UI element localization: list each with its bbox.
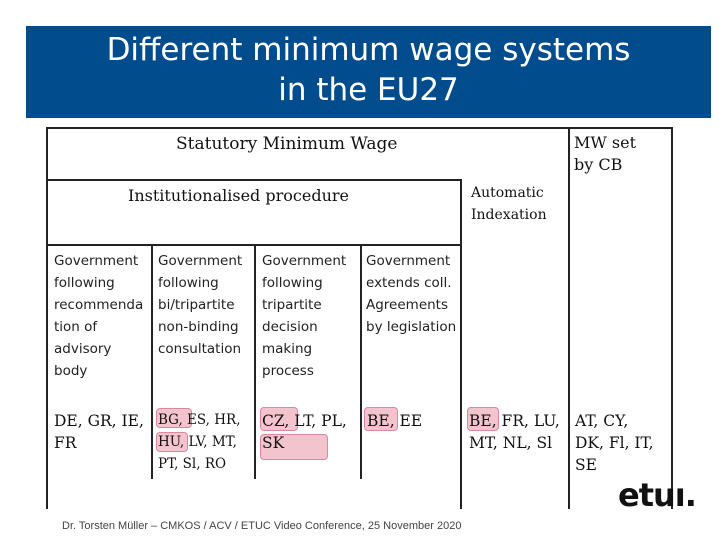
countries-legislation: BE, EE — [367, 412, 423, 430]
countries-tripartite: CZ, LT, PL, SK — [262, 412, 347, 452]
title-line-1: Different minimum wage systems — [106, 32, 631, 68]
countries-indexation: BE, FR, LU, MT, NL, Sl — [469, 412, 560, 452]
countries-non-binding: BG, ES, HR, HU, LV, MT, PT, Sl, RO — [158, 412, 241, 472]
slide-title — [26, 30, 711, 110]
header-institutional: Institutionalised procedure — [128, 186, 349, 205]
col-divider-3 — [360, 244, 362, 479]
institutional-top-line — [46, 179, 460, 181]
countries-cb: AT, CY, DK, Fl, IT, SE — [575, 412, 654, 474]
title-line-2: in the EU27 — [278, 72, 459, 108]
header-statutory: Statutory Minimum Wage — [176, 134, 398, 154]
procedure-non-binding: Government following bi/tripartite non-binding consultation — [158, 253, 243, 357]
indexation-divider — [460, 179, 462, 509]
slide-footer: Dr. Torsten Müller – CMKOS / ACV / ETUC Video Conference, 25 November 2020 — [62, 520, 462, 532]
col-divider-2 — [254, 244, 256, 479]
procedure-legislation: Government extends coll. Agreements by legislation — [366, 253, 457, 335]
table-left-border — [46, 127, 48, 509]
etui-logo: etuı. — [618, 476, 696, 514]
countries-advisory-body: DE, GR, IE, FR — [54, 412, 144, 452]
cb-divider — [568, 127, 570, 509]
procedure-tripartite: Government following tripartite decision making process — [262, 253, 347, 379]
table-right-border — [671, 127, 673, 509]
col-divider-1 — [151, 244, 153, 479]
header-cb: MW set by CB — [574, 133, 637, 174]
table-top-border — [46, 127, 673, 129]
header-indexation: Automatic Indexation — [471, 185, 547, 223]
procedure-advisory-body: Government following recommenda tion of advisory body — [54, 253, 144, 379]
